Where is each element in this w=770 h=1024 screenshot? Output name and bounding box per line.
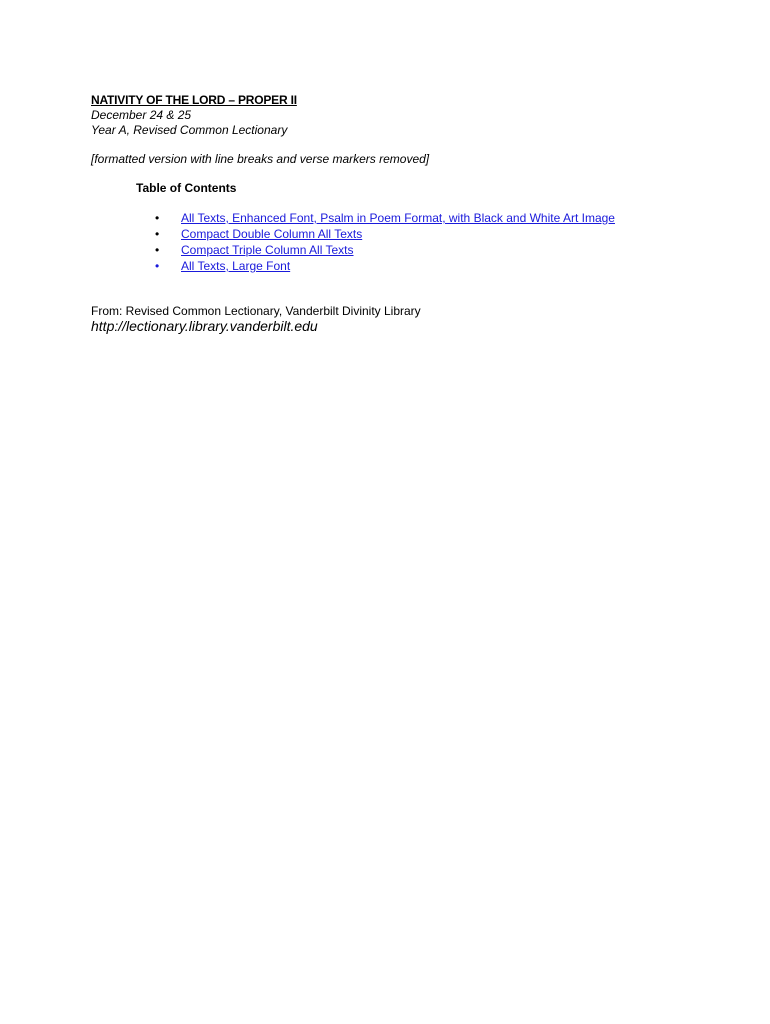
bullet-icon: • <box>155 243 160 257</box>
year-line: Year A, Revised Common Lectionary <box>91 123 288 137</box>
bullet-icon: • <box>155 211 160 225</box>
date-line: December 24 & 25 <box>91 108 192 122</box>
toc-link-double-column[interactable]: Compact Double Column All Texts <box>181 227 363 241</box>
toc-heading: Table of Contents <box>136 181 237 195</box>
toc-link-large-font[interactable]: All Texts, Large Font <box>181 259 291 273</box>
source-url: http://lectionary.library.vanderbilt.edu <box>91 318 318 334</box>
format-note: [formatted version with line breaks and verse markers removed] <box>91 152 430 166</box>
source-line: From: Revised Common Lectionary, Vanderbilt Divinity Library <box>91 304 421 318</box>
toc-link-triple-column[interactable]: Compact Triple Column All Texts <box>181 243 354 257</box>
bullet-icon: • <box>155 227 160 241</box>
bullet-icon: • <box>155 259 160 273</box>
document-title: NATIVITY OF THE LORD – PROPER II <box>91 93 297 107</box>
toc-link-enhanced-font[interactable]: All Texts, Enhanced Font, Psalm in Poem Format, with Black and White Art Image <box>181 211 615 225</box>
